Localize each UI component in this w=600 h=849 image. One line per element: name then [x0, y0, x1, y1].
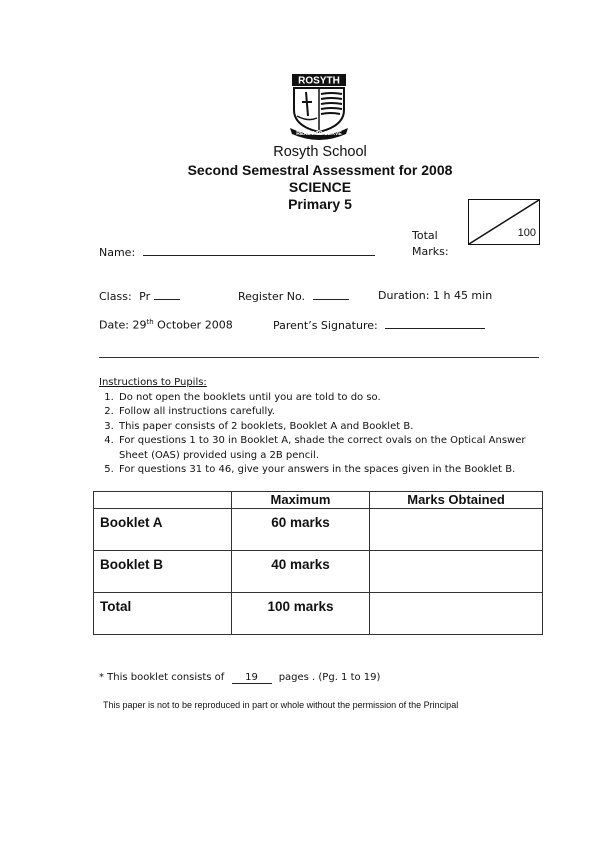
date-rest: October 2008 [153, 318, 233, 332]
table-header-cell: Maximum [232, 492, 370, 509]
instruction-item: 5. For questions 31 to 46, give your answers in the spaces given in the Booklet B. [117, 463, 539, 478]
name-field[interactable] [143, 245, 375, 256]
level-title: Primary 5 [288, 196, 352, 212]
date-label: Date: [99, 318, 133, 332]
pages-prefix: * This booklet consists of [99, 672, 225, 683]
date-day: 29 [132, 318, 147, 332]
register-label: Register No. [238, 290, 306, 303]
table-row [94, 551, 543, 593]
instruction-item: 4. For questions 1 to 30 in Booklet A, shade the correct ovals on the Optical Answer Sheet (OAS) provided using a 2B pencil. [117, 434, 539, 463]
total-row-label: Total [94, 593, 232, 635]
instruction-item: 1. Do not open the booklets until you are told to do so. [117, 391, 539, 406]
marks-table [93, 491, 543, 635]
table-row [94, 593, 543, 635]
class-field[interactable] [154, 289, 180, 300]
marks-max-value: 100 [517, 227, 536, 239]
booklet-b-label: Booklet B [94, 551, 232, 593]
instructions-list [99, 391, 539, 478]
school-crest [286, 72, 352, 140]
crest-banner-text: ROSYTH [298, 75, 340, 87]
booklet-b-obtained[interactable] [370, 551, 543, 593]
table-header-cell [94, 492, 232, 509]
divider-line [99, 357, 539, 358]
school-name: Rosyth School [273, 144, 367, 160]
total-label: Total [412, 229, 438, 242]
marks-label: Marks: [412, 245, 449, 258]
booklet-a-obtained[interactable] [370, 509, 543, 551]
table-header-row [94, 492, 543, 509]
date-suffix: th [146, 318, 154, 326]
class-label: Class: [99, 290, 132, 303]
booklet-a-maximum: 60 marks [232, 509, 370, 551]
page-count-line [99, 672, 380, 684]
signature-field[interactable] [385, 318, 485, 329]
signature-label: Parent’s Signature: [273, 319, 378, 332]
booklet-a-label: Booklet A [94, 509, 232, 551]
signature-row [273, 318, 485, 332]
class-row [99, 289, 180, 303]
booklet-b-maximum: 40 marks [232, 551, 370, 593]
instruction-item: 2. Follow all instructions carefully. [117, 405, 539, 420]
total-maximum: 100 marks [232, 593, 370, 635]
instructions-title: Instructions to Pupils: [99, 377, 207, 388]
copyright-notice: This paper is not to be reproduced in part or whole without the permission of the Principal [103, 700, 459, 710]
instructions [99, 376, 539, 478]
total-obtained[interactable] [370, 593, 543, 635]
register-field[interactable] [313, 289, 349, 300]
name-label: Name: [99, 246, 136, 259]
subject-title: SCIENCE [288, 179, 352, 195]
table-header-cell: Marks Obtained [370, 492, 543, 509]
register-row [238, 289, 349, 303]
crest-motto-text: READY TO SERVE [296, 131, 342, 137]
pages-suffix: pages . (Pg. 1 to 19) [278, 672, 381, 683]
duration-text: Duration: 1 h 45 min [378, 289, 493, 302]
class-prefix: Pr [139, 290, 151, 303]
total-marks-box[interactable] [468, 199, 540, 245]
name-row [99, 245, 375, 259]
assessment-title: Second Semestral Assessment for 2008 [187, 162, 453, 178]
instruction-item: 3. This paper consists of 2 booklets, Booklet A and Booklet B. [117, 420, 539, 435]
table-row [94, 509, 543, 551]
pages-count: 19 [232, 672, 272, 684]
date-text [99, 318, 233, 332]
